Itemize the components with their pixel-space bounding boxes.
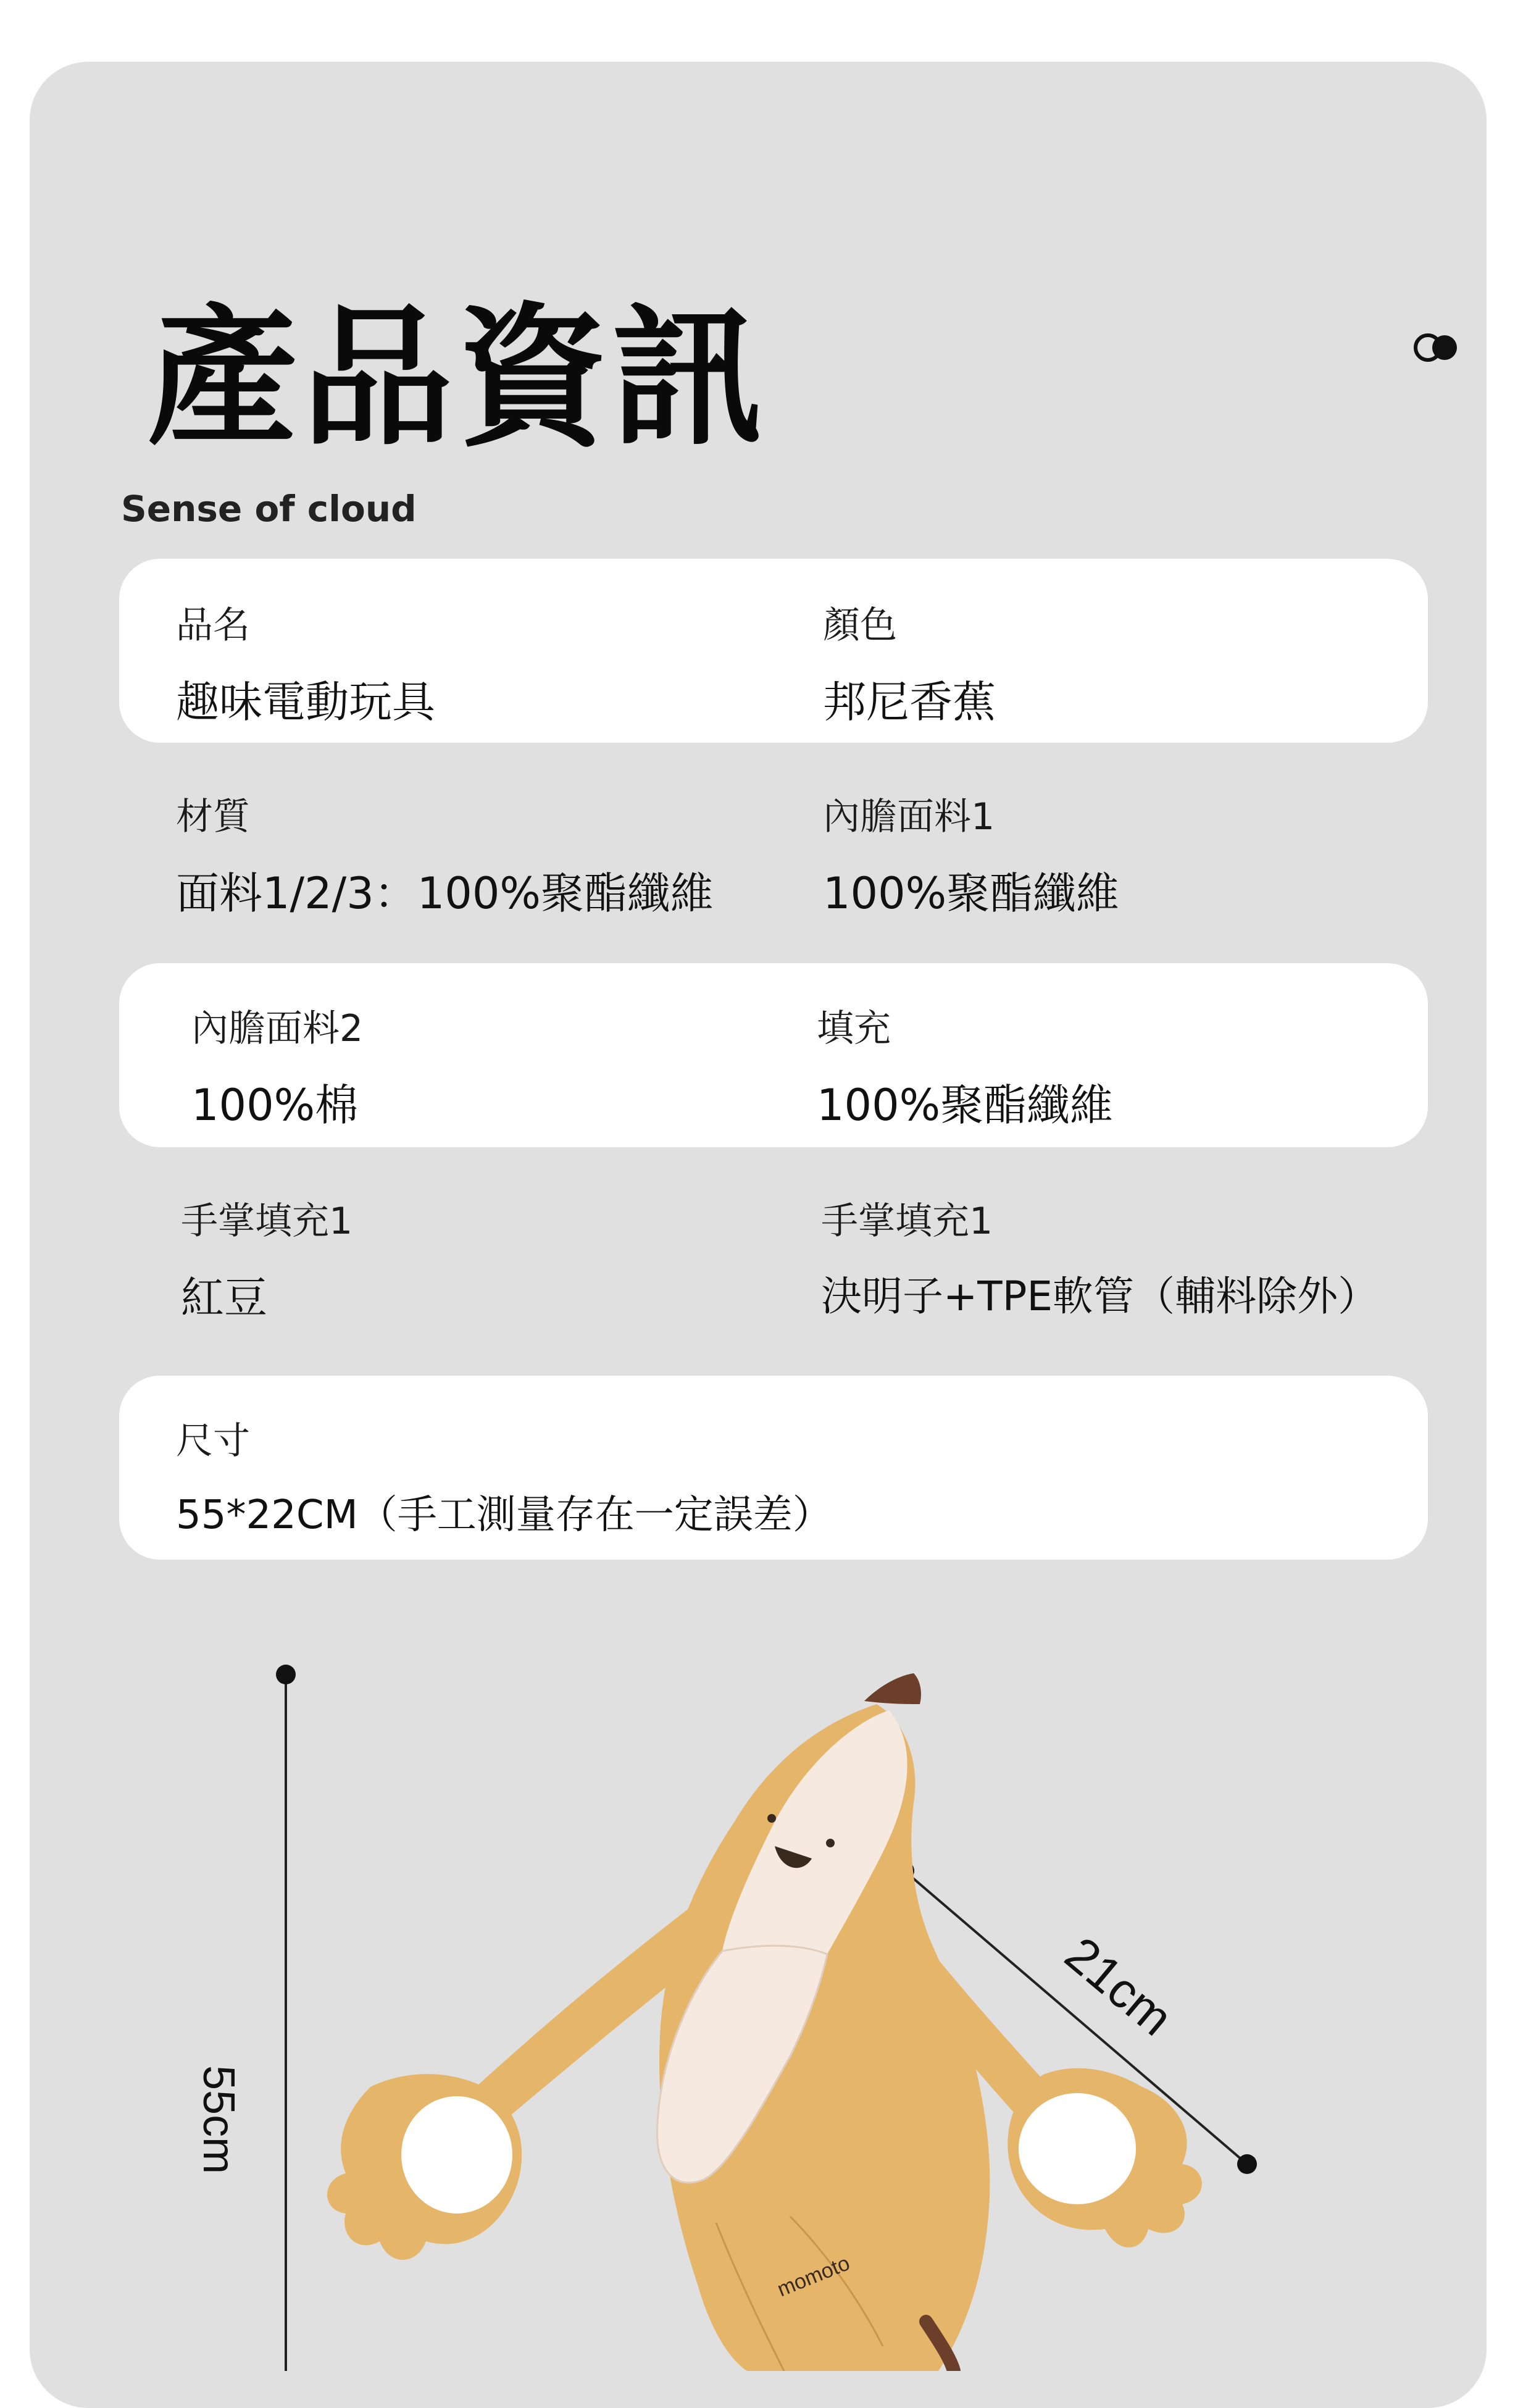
spec-label: 手掌填充1 [181, 1200, 353, 1243]
brand-mark: momoto [774, 2251, 853, 2302]
height-label: 55cm [194, 2065, 243, 2175]
spec-label: 尺寸 [176, 1419, 250, 1463]
spec-value: 100%聚酯纖維 [823, 868, 1120, 919]
arm-label: 21cm [1055, 1926, 1183, 2046]
spec-value: 面料1/2/3：100%聚酯纖維 [176, 868, 714, 919]
spec-label: 內膽面料1 [823, 795, 995, 838]
spec-value: 紅豆 [181, 1273, 267, 1323]
spec-value: 趣味電動玩具 [176, 677, 435, 727]
page-subtitle: Sense of cloud [121, 488, 417, 530]
spec-value: 決明子+TPE軟管（輔料除外） [821, 1273, 1379, 1320]
spec-label: 手掌填充1 [821, 1200, 993, 1243]
spec-value: 55*22CM（手工測量存在一定誤差） [176, 1492, 832, 1538]
spec-label: 品名 [176, 604, 250, 647]
spec-value: 100%棉 [191, 1080, 359, 1131]
spec-label: 填充 [817, 1007, 891, 1050]
spec-label: 顏色 [823, 604, 897, 647]
page-title: 產品資訊 [147, 290, 767, 466]
spec-value: 邦尼香蕉 [823, 677, 996, 727]
spec-value: 100%聚酯纖維 [817, 1080, 1114, 1131]
spec-label: 材質 [176, 795, 250, 838]
height-dimension [276, 1665, 296, 2371]
spec-label: 內膽面料2 [191, 1007, 364, 1050]
